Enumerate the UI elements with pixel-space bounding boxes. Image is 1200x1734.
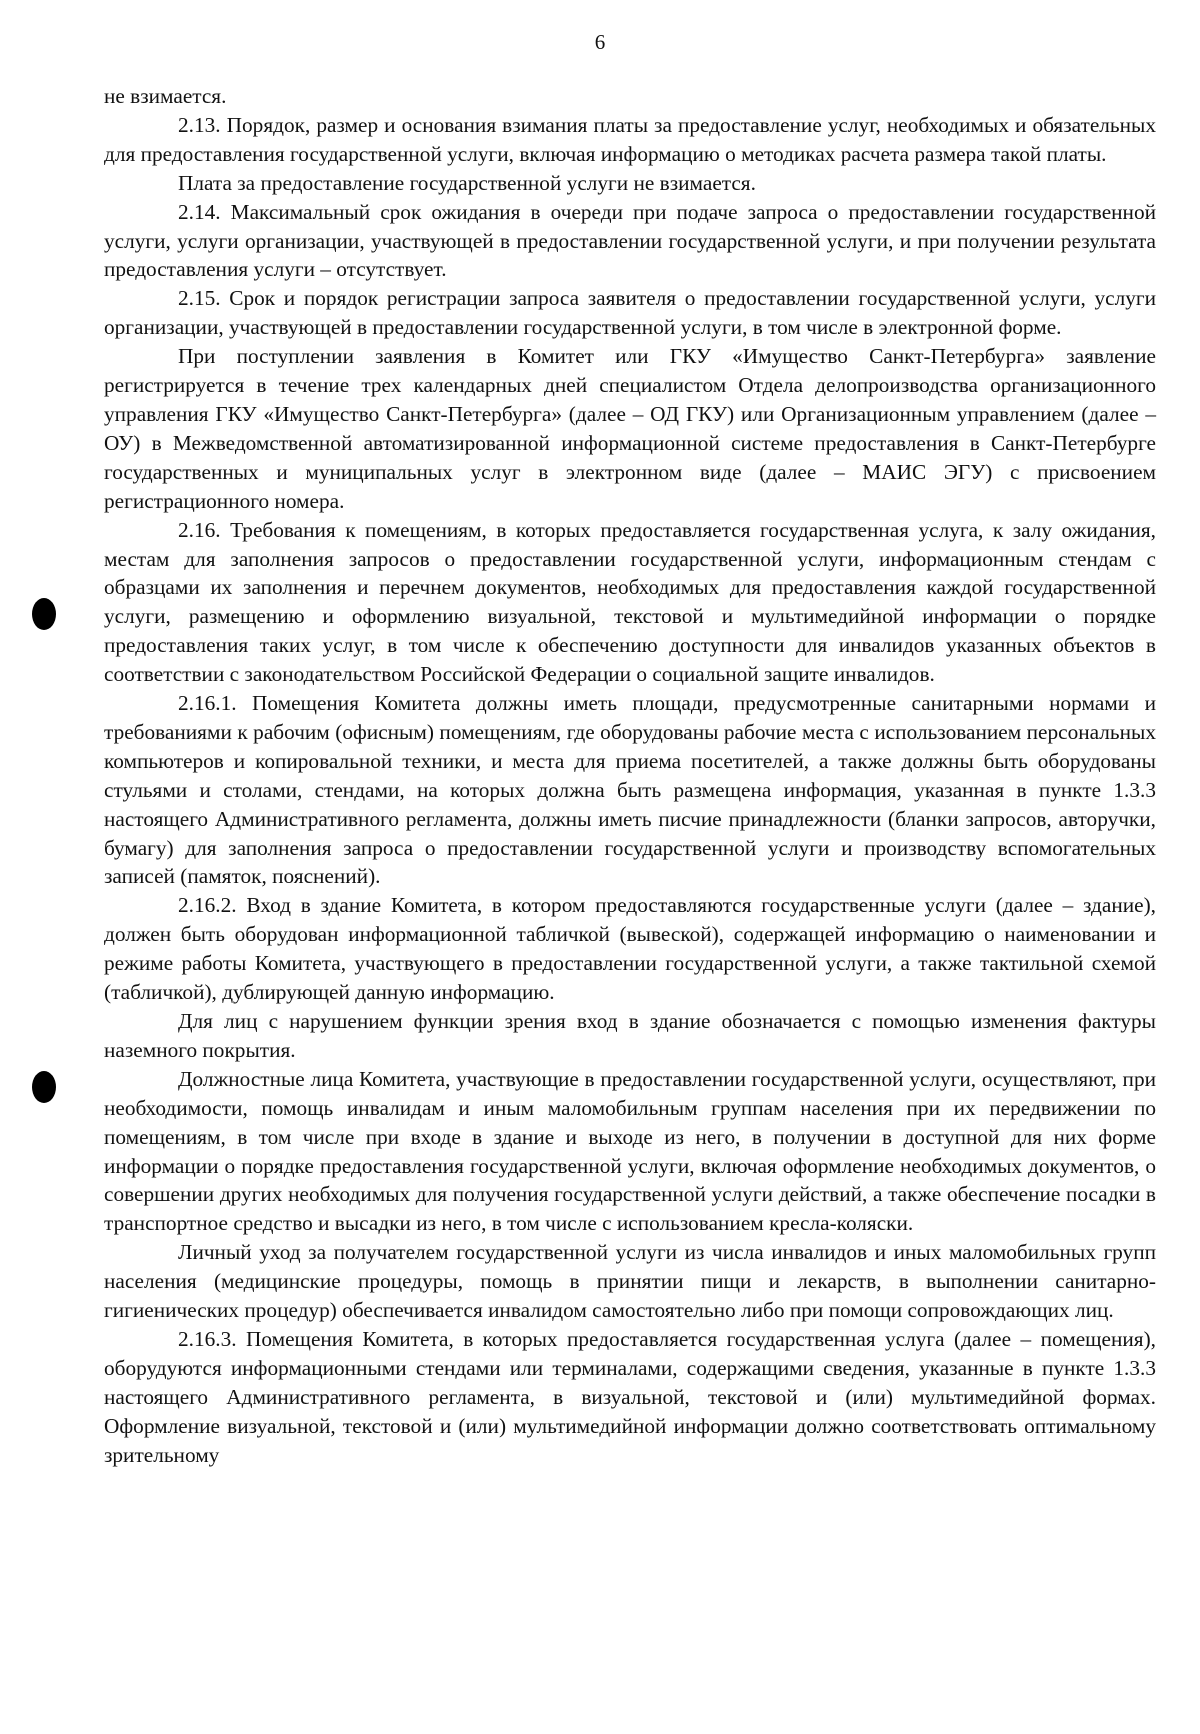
paragraph-2-14: 2.14. Максимальный срок ожидания в очереди при подаче запроса о предоставлении государственной услуги, услуги организации, участвующей в предоставлении государственной услуги, и при получении результата предоставления услуги – отсутствует. bbox=[104, 199, 1156, 282]
page-number: 6 bbox=[594, 30, 606, 54]
document-body bbox=[104, 82, 1156, 1470]
punch-hole-mark bbox=[32, 1071, 56, 1103]
paragraph-officials-assistance: Должностные лица Комитета, участвующие в предоставлении государственной услуги, осуществляют, при необходимости, помощь инвалидам и иным маломобильным группам населения при их передвижении по помещениям, в том числе при входе в здание и выходе из него, в получении в доступной для них форме информации о порядке предоставления государственной услуги, включая оформление необходимых документов, о совершении других необходимых для получения государственной услуги действий, а также обеспечение посадки в транспортное средство и высадки из него, в том числе с использованием кресла-коляски. bbox=[104, 1066, 1156, 1236]
paragraph-continuation: не взимается. bbox=[104, 84, 227, 108]
punch-hole-mark bbox=[32, 598, 56, 630]
paragraph-2-16: 2.16. Требования к помещениям, в которых предоставляется государственная услуга, к залу ожидания, местам для заполнения запросов о предоставлении государственной услуги, информационным стендам с образцами их заполнения и перечнем документов, необходимых для предоставления каждой государственной услуги, размещению и оформлению визуальной, текстовой и мультимедийной информации о порядке предоставления таких услуг, в том числе к обеспечению доступности для инвалидов указанных объектов в соответствии с законодательством Российской Федерации о социальной защите инвалидов. bbox=[104, 517, 1156, 687]
paragraph-2-16-2: 2.16.2. Вход в здание Комитета, в котором предоставляются государственные услуги (далее – здание), должен быть оборудован информационной табличкой (вывеской), содержащей информацию о наименовании и режиме работы Комитета, участвующего в предоставлении государственной услуги, а также тактильной схемой (табличкой), дублирующей данную информацию. bbox=[104, 893, 1156, 1005]
paragraph-2-13-heading: 2.13. Порядок, размер и основания взимания платы за предоставление услуг, необходимых и обязательных для предоставления государственной услуги, включая информацию о методиках расчета размера такой платы. bbox=[104, 112, 1156, 166]
paragraph-2-13-text: Плата за предоставление государственной услуги не взимается. bbox=[178, 170, 756, 195]
paragraph-vision-impaired: Для лиц с нарушением функции зрения вход в здание обозначается с помощью изменения фактуры наземного покрытия. bbox=[104, 1009, 1156, 1062]
paragraph-2-15-heading: 2.15. Срок и порядок регистрации запроса заявителя о предоставлении государственной услуги, услуги организации, участвующей в предоставлении государственной услуги, в том числе в электронной форме. bbox=[104, 286, 1156, 340]
paragraph-personal-care: Личный уход за получателем государственной услуги из числа инвалидов и иных маломобильных групп населения (медицинские процедуры, помощь в принятии пищи и лекарств, в выполнении санитарно-гигиенических процедур) обеспечивается инвалидом самостоятельно либо при помощи сопровождающих лиц. bbox=[104, 1240, 1156, 1323]
paragraph-2-15-text: При поступлении заявления в Комитет или ГКУ «Имущество Санкт-Петербурга» заявление регистрируется в течение трех календарных дней специалистом Отдела делопроизводства организационного управления ГКУ «Имущество Санкт-Петербурга» (далее – ОД ГКУ) или Организационным управлением (далее – ОУ) в Межведомственной автоматизированной информационной системе предоставления в Санкт-Петербурге государственных и муниципальных услуг в электронном виде (далее – МАИС ЭГУ) с присвоением регистрационного номера. bbox=[104, 344, 1156, 513]
paragraph-2-16-3: 2.16.3. Помещения Комитета, в которых предоставляется государственная услуга (далее – помещения), оборудуются информационными стендами или терминалами, содержащими сведения, указанные в пункте 1.3.3 настоящего Административного регламента, в визуальной, текстовой и (или) мультимедийной формах. Оформление визуальной, текстовой и (или) мультимедийной информации должно соответствовать оптимальному зрительному bbox=[104, 1326, 1156, 1467]
paragraph-2-16-1: 2.16.1. Помещения Комитета должны иметь площади, предусмотренные санитарными нормами и требованиями к рабочим (офисным) помещениям, где оборудованы рабочие места с использованием персональных компьютеров и копировальной техники, и места для приема посетителей, а также должны быть оборудованы стульями и столами, стендами, на которых должна быть размещена информация, указанная в пункте 1.3.3 настоящего Административного регламента, должны иметь писчие принадлежности (бланки запросов, авторучки, бумагу) для заполнения запроса о предоставлении государственной услуги и производству вспомогательных записей (памяток, пояснений). bbox=[104, 691, 1156, 889]
